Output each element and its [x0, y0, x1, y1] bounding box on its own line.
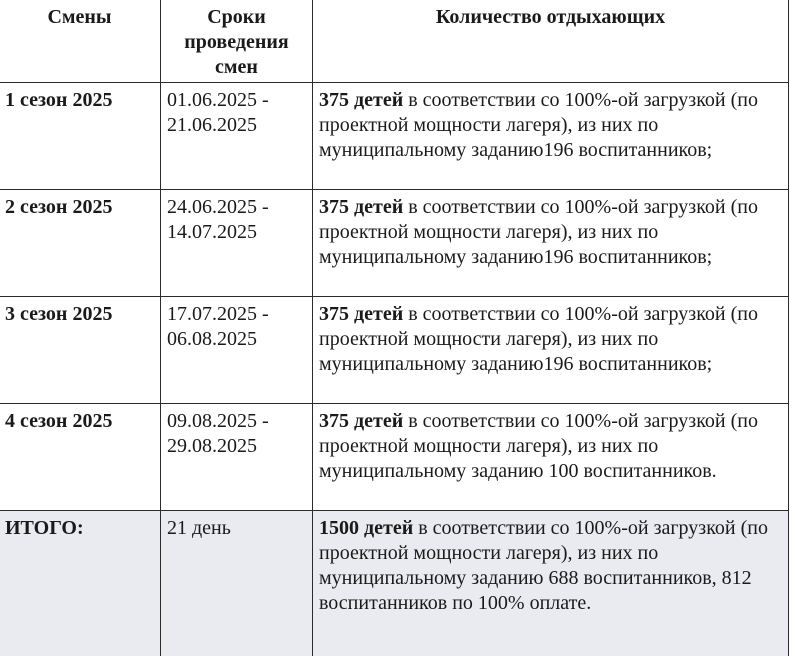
table-header-row [0, 0, 789, 83]
count-bold: 375 детей [319, 89, 404, 111]
count-bold: 375 детей [319, 196, 404, 218]
period-cell: 24.06.2025 - 14.07.2025 [161, 190, 313, 297]
total-label: ИТОГО: [0, 511, 161, 656]
period-cell: 01.06.2025 - 21.06.2025 [161, 83, 313, 190]
count-text: в соответствии со 100%-ой загрузкой (по проектной мощности лагеря), из них по муниципальному заданию196 воспитанников; [319, 196, 758, 268]
table-row [0, 190, 789, 297]
table-row [0, 83, 789, 190]
season-cell: 3 сезон 2025 [0, 297, 161, 404]
header-count: Количество отдыхающих [313, 0, 789, 83]
season-cell: 1 сезон 2025 [0, 83, 161, 190]
season-cell: 2 сезон 2025 [0, 190, 161, 297]
header-shifts: Смены [0, 0, 161, 83]
count-cell [313, 297, 789, 404]
total-period: 21 день [161, 511, 313, 656]
count-text: в соответствии со 100%-ой загрузкой (по проектной мощности лагеря), из них по муниципальному заданию 100 воспитанников. [319, 410, 758, 482]
total-count-bold: 1500 детей [319, 517, 414, 539]
count-cell [313, 83, 789, 190]
count-cell [313, 404, 789, 511]
period-cell: 09.08.2025 - 29.08.2025 [161, 404, 313, 511]
count-bold: 375 детей [319, 410, 404, 432]
table-row [0, 297, 789, 404]
period-cell: 17.07.2025 - 06.08.2025 [161, 297, 313, 404]
count-bold: 375 детей [319, 303, 404, 325]
table-row [0, 404, 789, 511]
total-row [0, 511, 789, 656]
count-text: в соответствии со 100%-ой загрузкой (по проектной мощности лагеря), из них по муниципальному заданию196 воспитанников; [319, 89, 758, 161]
total-count-text: в соответствии со 100%-ой загрузкой (по проектной мощности лагеря), из них по муниципальному заданию 688 воспитанников, 812 воспитанников по 100% оплате. [319, 517, 768, 614]
count-text: в соответствии со 100%-ой загрузкой (по проектной мощности лагеря), из них по муниципальному заданию196 воспитанников; [319, 303, 758, 375]
count-cell [313, 190, 789, 297]
total-count-cell [313, 511, 789, 656]
header-period: Сроки проведения смен [161, 0, 313, 83]
season-cell: 4 сезон 2025 [0, 404, 161, 511]
